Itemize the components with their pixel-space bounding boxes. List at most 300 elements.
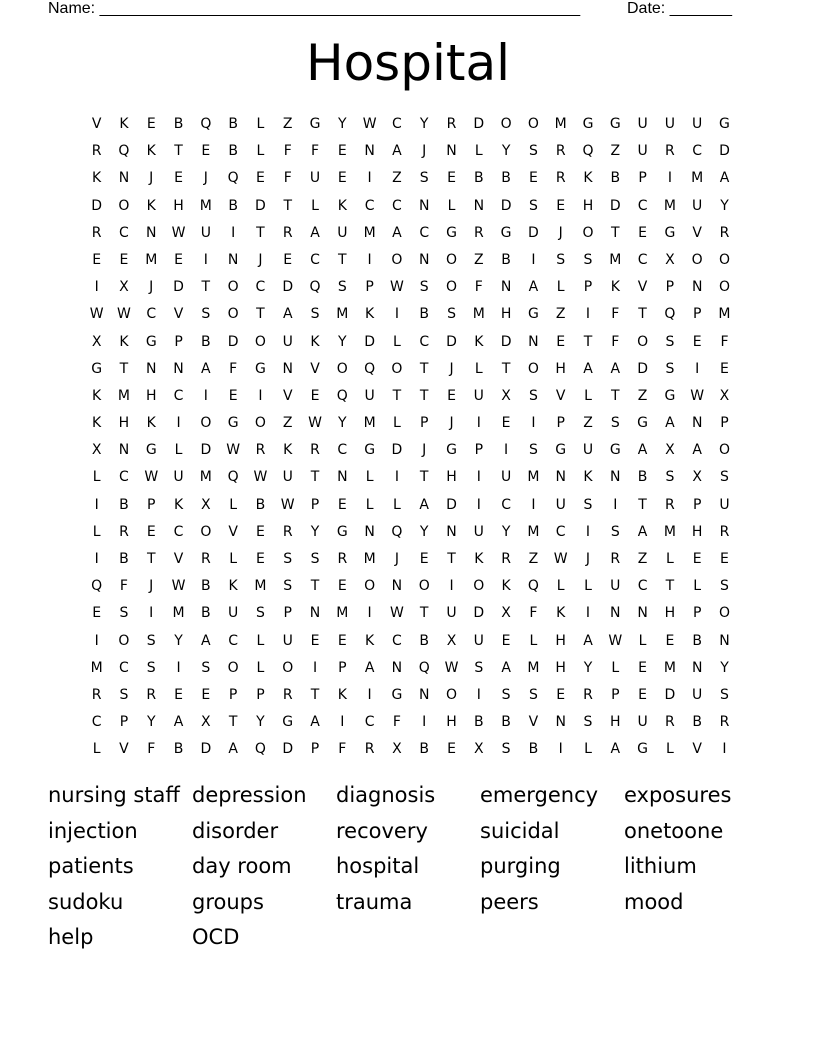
grid-cell[interactable]: F bbox=[392, 714, 401, 731]
grid-cell[interactable]: U bbox=[637, 714, 648, 731]
grid-cell[interactable]: R bbox=[91, 686, 102, 703]
grid-cell[interactable]: A bbox=[282, 306, 293, 323]
grid-cell[interactable]: O bbox=[227, 279, 239, 296]
grid-cell[interactable]: W bbox=[171, 578, 186, 595]
grid-cell[interactable]: Y bbox=[338, 333, 347, 350]
grid-cell[interactable]: I bbox=[504, 442, 509, 459]
grid-cell[interactable]: G bbox=[719, 116, 730, 132]
grid-cell[interactable]: T bbox=[638, 496, 647, 513]
grid-cell[interactable]: P bbox=[365, 279, 374, 296]
grid-cell[interactable]: F bbox=[229, 360, 238, 377]
grid-cell[interactable]: M bbox=[472, 306, 485, 323]
grid-cell[interactable]: H bbox=[664, 605, 676, 622]
grid-cell[interactable]: L bbox=[393, 496, 401, 513]
grid-cell[interactable]: G bbox=[336, 523, 348, 540]
grid-cell[interactable]: W bbox=[253, 469, 268, 486]
grid-cell[interactable]: N bbox=[691, 279, 703, 296]
grid-cell[interactable]: Q bbox=[364, 360, 376, 377]
grid-cell[interactable]: E bbox=[692, 333, 702, 350]
grid-cell[interactable]: O bbox=[118, 197, 130, 214]
grid-cell[interactable]: W bbox=[171, 224, 186, 241]
grid-cell[interactable]: Y bbox=[720, 659, 729, 676]
grid-cell[interactable]: K bbox=[365, 632, 375, 649]
grid-cell[interactable]: D bbox=[719, 143, 730, 160]
grid-cell[interactable]: R bbox=[91, 143, 102, 160]
grid-cell[interactable]: D bbox=[364, 333, 375, 350]
grid-cell[interactable]: J bbox=[149, 279, 154, 296]
grid-cell[interactable]: W bbox=[608, 632, 623, 649]
grid-cell[interactable]: O bbox=[718, 251, 730, 268]
grid-cell[interactable]: I bbox=[312, 659, 318, 676]
grid-cell[interactable]: D bbox=[255, 197, 266, 214]
grid-cell[interactable]: L bbox=[693, 578, 702, 595]
grid-cell[interactable]: J bbox=[149, 170, 154, 187]
grid-cell[interactable]: L bbox=[584, 741, 592, 758]
grid-cell[interactable]: E bbox=[201, 686, 211, 703]
grid-cell[interactable]: Q bbox=[664, 306, 676, 323]
grid-cell[interactable]: E bbox=[447, 170, 456, 187]
grid-cell[interactable]: M bbox=[663, 659, 676, 676]
grid-cell[interactable]: L bbox=[92, 523, 101, 540]
grid-cell[interactable]: T bbox=[419, 360, 429, 377]
grid-cell[interactable]: B bbox=[419, 741, 430, 758]
grid-cell[interactable]: S bbox=[583, 251, 593, 268]
grid-cell[interactable]: D bbox=[200, 442, 212, 459]
grid-cell[interactable]: K bbox=[173, 496, 184, 513]
grid-cell[interactable]: S bbox=[528, 387, 538, 404]
grid-cell[interactable]: Z bbox=[282, 116, 293, 132]
grid-cell[interactable]: J bbox=[394, 551, 399, 567]
grid-cell[interactable]: S bbox=[583, 496, 593, 513]
grid-cell[interactable]: Y bbox=[583, 659, 593, 676]
grid-cell[interactable]: C bbox=[501, 496, 511, 513]
grid-cell[interactable]: B bbox=[637, 469, 648, 486]
grid-cell[interactable]: B bbox=[474, 714, 484, 731]
grid-cell[interactable]: S bbox=[310, 551, 320, 567]
grid-cell[interactable]: N bbox=[637, 605, 648, 622]
grid-cell[interactable]: A bbox=[201, 360, 211, 377]
date-field-label[interactable]: Date: _______ bbox=[627, 0, 732, 17]
grid-cell[interactable]: Q bbox=[118, 143, 130, 160]
grid-cell[interactable]: N bbox=[309, 605, 321, 622]
grid-cell[interactable]: L bbox=[474, 143, 483, 160]
grid-cell[interactable]: U bbox=[637, 116, 648, 132]
grid-cell[interactable]: K bbox=[92, 415, 102, 432]
grid-cell[interactable]: T bbox=[392, 387, 402, 404]
grid-cell[interactable]: M bbox=[527, 469, 540, 486]
grid-cell[interactable]: O bbox=[391, 360, 403, 377]
grid-cell[interactable]: Y bbox=[310, 523, 320, 540]
grid-cell[interactable]: U bbox=[200, 224, 211, 241]
grid-cell[interactable]: K bbox=[610, 279, 620, 296]
grid-cell[interactable]: G bbox=[582, 116, 594, 132]
grid-cell[interactable]: E bbox=[638, 686, 648, 703]
grid-cell[interactable]: M bbox=[609, 251, 622, 268]
grid-cell[interactable]: G bbox=[255, 360, 266, 377]
grid-cell[interactable]: M bbox=[718, 306, 731, 323]
grid-cell[interactable]: X bbox=[665, 251, 675, 268]
grid-cell[interactable]: E bbox=[556, 197, 566, 214]
grid-cell[interactable]: B bbox=[610, 170, 621, 187]
grid-cell[interactable]: K bbox=[283, 442, 293, 459]
grid-cell[interactable]: G bbox=[446, 224, 457, 241]
grid-cell[interactable]: P bbox=[692, 496, 702, 513]
grid-cell[interactable]: B bbox=[474, 170, 484, 187]
grid-cell[interactable]: P bbox=[419, 415, 429, 432]
grid-cell[interactable]: A bbox=[637, 523, 648, 540]
grid-cell[interactable]: D bbox=[446, 333, 457, 350]
grid-cell[interactable]: D bbox=[91, 197, 103, 214]
grid-cell[interactable]: S bbox=[528, 143, 538, 160]
grid-cell[interactable]: I bbox=[476, 415, 481, 432]
grid-cell[interactable]: F bbox=[474, 279, 483, 296]
grid-cell[interactable]: I bbox=[422, 714, 427, 731]
grid-cell[interactable]: T bbox=[419, 605, 429, 622]
grid-cell[interactable]: I bbox=[394, 469, 399, 486]
grid-cell[interactable]: P bbox=[556, 415, 565, 432]
grid-cell[interactable]: I bbox=[94, 551, 99, 567]
grid-cell[interactable]: R bbox=[446, 116, 457, 132]
grid-cell[interactable]: F bbox=[338, 741, 347, 758]
grid-cell[interactable]: H bbox=[555, 360, 566, 377]
grid-cell[interactable]: O bbox=[364, 578, 376, 595]
grid-cell[interactable]: K bbox=[119, 116, 129, 132]
grid-cell[interactable]: A bbox=[637, 442, 648, 459]
grid-cell[interactable]: D bbox=[528, 224, 539, 241]
grid-cell[interactable]: B bbox=[501, 714, 511, 731]
grid-cell[interactable]: L bbox=[92, 741, 101, 758]
grid-cell[interactable]: J bbox=[258, 251, 263, 268]
grid-cell[interactable]: S bbox=[720, 469, 729, 486]
grid-cell[interactable]: C bbox=[119, 224, 129, 241]
grid-cell[interactable]: K bbox=[92, 170, 102, 187]
grid-cell[interactable]: C bbox=[310, 251, 320, 268]
grid-cell[interactable]: F bbox=[611, 306, 620, 323]
grid-cell[interactable]: S bbox=[665, 469, 675, 486]
grid-cell[interactable]: E bbox=[174, 686, 183, 703]
grid-cell[interactable]: B bbox=[119, 496, 129, 513]
grid-cell[interactable]: D bbox=[282, 279, 294, 296]
grid-cell[interactable]: U bbox=[173, 469, 184, 486]
grid-cell[interactable]: D bbox=[446, 496, 457, 513]
grid-cell[interactable]: E bbox=[638, 659, 648, 676]
grid-cell[interactable]: O bbox=[718, 442, 730, 459]
grid-cell[interactable]: E bbox=[119, 251, 129, 268]
grid-cell[interactable]: E bbox=[92, 251, 102, 268]
grid-cell[interactable]: J bbox=[558, 224, 563, 241]
grid-cell[interactable]: P bbox=[474, 442, 484, 459]
grid-cell[interactable]: K bbox=[474, 551, 484, 567]
grid-cell[interactable]: E bbox=[256, 170, 265, 187]
grid-cell[interactable]: R bbox=[665, 143, 675, 160]
grid-cell[interactable]: B bbox=[173, 741, 184, 758]
grid-cell[interactable]: R bbox=[119, 523, 129, 540]
grid-cell[interactable]: P bbox=[338, 659, 347, 676]
grid-cell[interactable]: I bbox=[367, 686, 372, 703]
grid-cell[interactable]: M bbox=[336, 306, 349, 323]
grid-cell[interactable]: O bbox=[254, 333, 266, 350]
grid-cell[interactable]: R bbox=[583, 686, 593, 703]
grid-cell[interactable]: J bbox=[449, 415, 454, 432]
grid-cell[interactable]: E bbox=[720, 360, 729, 377]
grid-cell[interactable]: L bbox=[474, 360, 483, 377]
grid-cell[interactable]: I bbox=[94, 496, 99, 513]
grid-cell[interactable]: S bbox=[419, 170, 429, 187]
grid-cell[interactable]: N bbox=[691, 659, 703, 676]
grid-cell[interactable]: B bbox=[501, 251, 511, 268]
grid-cell[interactable]: U bbox=[719, 496, 730, 513]
grid-cell[interactable]: P bbox=[119, 714, 129, 731]
grid-cell[interactable]: Z bbox=[583, 415, 593, 432]
grid-cell[interactable]: K bbox=[228, 578, 238, 595]
grid-cell[interactable]: P bbox=[720, 415, 729, 432]
grid-cell[interactable]: X bbox=[201, 714, 211, 731]
grid-cell[interactable]: N bbox=[282, 360, 293, 377]
grid-cell[interactable]: S bbox=[665, 333, 675, 350]
grid-cell[interactable]: H bbox=[691, 523, 703, 540]
grid-cell[interactable]: S bbox=[583, 714, 593, 731]
grid-cell[interactable]: Q bbox=[200, 116, 212, 132]
grid-cell[interactable]: L bbox=[393, 333, 401, 350]
grid-cell[interactable]: H bbox=[173, 197, 184, 214]
grid-cell[interactable]: R bbox=[282, 224, 293, 241]
grid-cell[interactable]: A bbox=[201, 632, 211, 649]
grid-cell[interactable]: E bbox=[174, 251, 183, 268]
grid-cell[interactable]: H bbox=[500, 306, 512, 323]
grid-cell[interactable]: M bbox=[199, 197, 212, 214]
grid-cell[interactable]: E bbox=[146, 523, 156, 540]
grid-cell[interactable]: U bbox=[582, 442, 594, 459]
grid-cell[interactable]: I bbox=[367, 251, 372, 268]
grid-cell[interactable]: Z bbox=[528, 551, 539, 567]
grid-cell[interactable]: T bbox=[174, 143, 183, 160]
grid-cell[interactable]: I bbox=[176, 415, 181, 432]
grid-cell[interactable]: S bbox=[447, 306, 456, 323]
grid-cell[interactable]: X bbox=[474, 741, 484, 758]
grid-cell[interactable]: G bbox=[637, 415, 649, 432]
grid-cell[interactable]: B bbox=[119, 551, 129, 567]
grid-cell[interactable]: I bbox=[340, 714, 345, 731]
grid-cell[interactable]: W bbox=[89, 306, 104, 323]
grid-cell[interactable]: I bbox=[476, 469, 481, 486]
grid-cell[interactable]: U bbox=[364, 387, 375, 404]
grid-cell[interactable]: Q bbox=[336, 387, 348, 404]
grid-cell[interactable]: I bbox=[449, 578, 454, 595]
grid-cell[interactable]: D bbox=[500, 333, 512, 350]
grid-cell[interactable]: S bbox=[310, 306, 320, 323]
grid-cell[interactable]: O bbox=[391, 251, 403, 268]
grid-cell[interactable]: K bbox=[310, 333, 320, 350]
grid-cell[interactable]: U bbox=[692, 116, 703, 132]
grid-cell[interactable]: A bbox=[692, 442, 702, 459]
grid-cell[interactable]: A bbox=[501, 659, 511, 676]
grid-cell[interactable]: N bbox=[446, 143, 457, 160]
grid-cell[interactable]: I bbox=[367, 170, 372, 187]
grid-cell[interactable]: O bbox=[445, 279, 458, 296]
grid-cell[interactable]: H bbox=[118, 415, 130, 432]
grid-cell[interactable]: P bbox=[692, 306, 702, 323]
grid-cell[interactable]: L bbox=[365, 496, 374, 513]
grid-cell[interactable]: T bbox=[611, 387, 620, 404]
grid-cell[interactable]: N bbox=[118, 170, 130, 187]
grid-cell[interactable]: N bbox=[719, 632, 730, 649]
grid-cell[interactable]: N bbox=[146, 224, 157, 241]
grid-cell[interactable]: X bbox=[501, 387, 511, 404]
grid-cell[interactable]: U bbox=[309, 170, 321, 187]
grid-cell[interactable]: N bbox=[446, 523, 457, 540]
grid-cell[interactable]: Z bbox=[474, 251, 484, 268]
grid-cell[interactable]: S bbox=[283, 578, 293, 595]
grid-cell[interactable]: T bbox=[119, 360, 129, 377]
grid-cell[interactable]: I bbox=[203, 251, 208, 268]
grid-cell[interactable]: N bbox=[227, 251, 239, 268]
grid-cell[interactable]: P bbox=[310, 496, 320, 513]
grid-cell[interactable]: A bbox=[583, 632, 593, 649]
grid-cell[interactable]: A bbox=[583, 360, 593, 377]
grid-cell[interactable]: J bbox=[422, 143, 427, 160]
grid-cell[interactable]: B bbox=[501, 170, 511, 187]
grid-cell[interactable]: N bbox=[391, 578, 403, 595]
grid-cell[interactable]: M bbox=[199, 469, 212, 486]
grid-cell[interactable]: H bbox=[555, 659, 566, 676]
grid-cell[interactable]: M bbox=[363, 551, 376, 567]
grid-cell[interactable]: L bbox=[365, 469, 374, 486]
grid-cell[interactable]: H bbox=[446, 714, 457, 731]
grid-cell[interactable]: T bbox=[310, 686, 320, 703]
grid-cell[interactable]: X bbox=[91, 442, 102, 459]
grid-cell[interactable]: S bbox=[610, 523, 620, 540]
grid-cell[interactable]: L bbox=[665, 551, 674, 567]
grid-cell[interactable]: U bbox=[473, 387, 484, 404]
grid-cell[interactable]: K bbox=[556, 605, 566, 622]
grid-cell[interactable]: Z bbox=[637, 551, 648, 567]
grid-cell[interactable]: L bbox=[584, 578, 592, 595]
grid-cell[interactable]: B bbox=[528, 741, 539, 758]
grid-cell[interactable]: D bbox=[227, 333, 239, 350]
grid-cell[interactable]: I bbox=[367, 605, 372, 622]
grid-cell[interactable]: D bbox=[664, 686, 676, 703]
grid-cell[interactable]: C bbox=[392, 116, 402, 132]
grid-cell[interactable]: K bbox=[337, 197, 347, 214]
grid-cell[interactable]: V bbox=[282, 387, 293, 404]
grid-cell[interactable]: L bbox=[556, 279, 565, 296]
grid-cell[interactable]: I bbox=[203, 387, 208, 404]
grid-cell[interactable]: N bbox=[418, 251, 430, 268]
grid-cell[interactable]: N bbox=[473, 197, 485, 214]
grid-cell[interactable]: L bbox=[447, 197, 456, 214]
grid-cell[interactable]: F bbox=[283, 170, 292, 187]
grid-cell[interactable]: O bbox=[637, 333, 649, 350]
grid-cell[interactable]: I bbox=[94, 279, 99, 296]
grid-cell[interactable]: G bbox=[637, 741, 649, 758]
grid-cell[interactable]: U bbox=[473, 632, 484, 649]
grid-cell[interactable]: Z bbox=[610, 143, 621, 160]
grid-cell[interactable]: R bbox=[282, 523, 293, 540]
grid-cell[interactable]: K bbox=[119, 333, 129, 350]
grid-cell[interactable]: D bbox=[473, 116, 485, 132]
grid-cell[interactable]: L bbox=[393, 415, 401, 432]
grid-cell[interactable]: W bbox=[144, 469, 159, 486]
grid-cell[interactable]: T bbox=[419, 469, 429, 486]
grid-cell[interactable]: U bbox=[282, 632, 293, 649]
grid-cell[interactable]: I bbox=[585, 306, 591, 323]
grid-cell[interactable]: T bbox=[310, 578, 320, 595]
grid-cell[interactable]: C bbox=[146, 306, 157, 323]
grid-cell[interactable]: I bbox=[531, 496, 536, 513]
grid-cell[interactable]: W bbox=[444, 659, 459, 676]
grid-cell[interactable]: N bbox=[528, 333, 539, 350]
grid-cell[interactable]: V bbox=[692, 741, 702, 758]
grid-cell[interactable]: O bbox=[418, 578, 430, 595]
grid-cell[interactable]: E bbox=[638, 224, 648, 241]
grid-cell[interactable]: R bbox=[91, 224, 102, 241]
grid-cell[interactable]: G bbox=[527, 306, 539, 323]
grid-cell[interactable]: H bbox=[555, 632, 566, 649]
grid-cell[interactable]: E bbox=[310, 632, 320, 649]
grid-cell[interactable]: N bbox=[118, 442, 130, 459]
grid-cell[interactable]: V bbox=[173, 306, 184, 323]
grid-cell[interactable]: G bbox=[145, 333, 157, 350]
grid-cell[interactable]: I bbox=[176, 659, 181, 676]
grid-cell[interactable]: D bbox=[637, 360, 648, 377]
grid-cell[interactable]: Y bbox=[338, 415, 347, 432]
grid-cell[interactable]: E bbox=[447, 387, 456, 404]
grid-cell[interactable]: A bbox=[310, 224, 320, 241]
grid-cell[interactable]: Z bbox=[392, 170, 402, 187]
grid-cell[interactable]: O bbox=[227, 306, 239, 323]
grid-cell[interactable]: W bbox=[226, 442, 241, 459]
grid-cell[interactable]: F bbox=[529, 605, 538, 622]
grid-cell[interactable]: L bbox=[256, 116, 265, 132]
grid-cell[interactable]: G bbox=[282, 714, 294, 731]
grid-cell[interactable]: G bbox=[609, 116, 621, 132]
grid-cell[interactable]: E bbox=[337, 578, 347, 595]
grid-cell[interactable]: O bbox=[445, 251, 458, 268]
grid-cell[interactable]: S bbox=[528, 686, 538, 703]
grid-cell[interactable]: O bbox=[527, 116, 539, 132]
grid-cell[interactable]: R bbox=[200, 551, 211, 567]
grid-cell[interactable]: L bbox=[92, 469, 101, 486]
grid-cell[interactable]: C bbox=[173, 523, 184, 540]
grid-cell[interactable]: Q bbox=[582, 143, 594, 160]
grid-cell[interactable]: Q bbox=[91, 578, 103, 595]
grid-cell[interactable]: C bbox=[228, 632, 239, 649]
grid-cell[interactable]: C bbox=[637, 197, 648, 214]
grid-cell[interactable]: K bbox=[365, 306, 375, 323]
grid-cell[interactable]: M bbox=[527, 659, 540, 676]
grid-cell[interactable]: V bbox=[228, 523, 238, 540]
grid-cell[interactable]: P bbox=[638, 170, 647, 187]
grid-cell[interactable]: C bbox=[392, 632, 402, 649]
grid-cell[interactable]: A bbox=[665, 415, 675, 432]
grid-cell[interactable]: N bbox=[610, 469, 621, 486]
grid-cell[interactable]: N bbox=[364, 143, 375, 160]
grid-cell[interactable]: S bbox=[474, 659, 484, 676]
grid-cell[interactable]: D bbox=[609, 197, 621, 214]
grid-cell[interactable]: I bbox=[149, 605, 154, 622]
grid-cell[interactable]: S bbox=[501, 686, 511, 703]
grid-cell[interactable]: P bbox=[174, 333, 183, 350]
grid-cell[interactable]: Z bbox=[555, 306, 566, 323]
grid-cell[interactable]: K bbox=[501, 578, 511, 595]
grid-cell[interactable]: U bbox=[555, 496, 566, 513]
grid-cell[interactable]: A bbox=[392, 224, 402, 241]
grid-cell[interactable]: N bbox=[337, 469, 348, 486]
grid-cell[interactable]: T bbox=[665, 578, 675, 595]
grid-cell[interactable]: Q bbox=[227, 170, 239, 187]
grid-cell[interactable]: I bbox=[585, 605, 591, 622]
grid-cell[interactable]: L bbox=[584, 387, 592, 404]
